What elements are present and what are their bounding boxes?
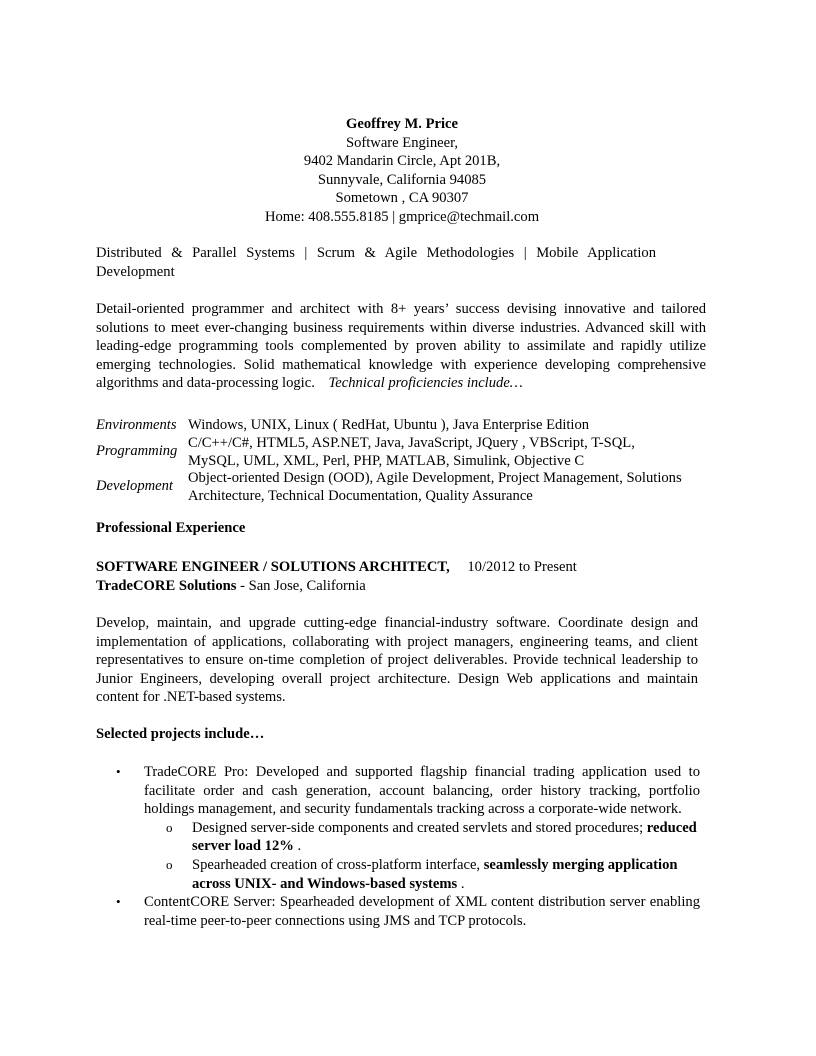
skills-table — [96, 416, 696, 504]
summary-lead-in: Technical proficiencies include… — [328, 375, 523, 392]
bullet-icon: • — [116, 894, 121, 910]
project-item — [96, 893, 700, 930]
summary-paragraph — [96, 300, 706, 393]
circle-bullet-icon: o — [166, 819, 173, 835]
subitem-tail: . — [293, 838, 302, 855]
subitem-highlight: seamlessly merging application across UNIX- and Windows-based systems — [192, 856, 678, 892]
subitem-text: Spearheaded creation of cross-platform interface, — [192, 856, 484, 873]
project-subitem — [144, 856, 700, 893]
summary-text: Detail-oriented programmer and architect with 8+ years’ success devising innovative and tailored solutions to meet ever-changing business requirements within diverse industries. Advanced skill with leading-edge programming tools complemented by proven ability to assimilate and rapidly utilize emerging technologies. Solid mathematical knowledge with experience developing comprehensive algorithms and data-processing logic. — [96, 301, 706, 392]
job-title: SOFTWARE ENGINEER / SOLUTIONS ARCHITECT, — [96, 559, 450, 575]
skill-value: Windows, UNIX, Linux ( RedHat, Ubuntu ), Java Enterprise Edition — [188, 417, 590, 433]
subitem-text: Designed server-side components and created servlets and stored procedures; — [192, 819, 647, 836]
company-location: - San Jose, California — [240, 578, 366, 594]
project-text: TradeCORE Pro: Developed and supported flagship financial trading application used to facilitate order and cash generation, account balancing, order history tracking, portfolio holdings management, and security fundamentals tracking across a corporate-wide network. — [144, 764, 700, 818]
projects-list — [96, 763, 700, 930]
skill-row-environments — [96, 416, 696, 434]
projects-title: Selected projects include… — [96, 726, 265, 742]
project-item — [96, 763, 700, 893]
skill-row-programming — [96, 434, 696, 469]
bullet-icon: • — [116, 764, 121, 779]
keywords-line: Distributed & Parallel Systems | Scrum & Agile Methodologies | Mobile Application Development — [96, 245, 656, 280]
company-name: TradeCORE Solutions — [96, 578, 237, 594]
section-title-experience: Professional Experience — [96, 520, 246, 536]
job-header — [96, 558, 577, 596]
subitem-highlight: reduced server load 12% — [192, 819, 697, 855]
project-text: ContentCORE Server: Spearheaded development of XML content distribution server enabling real-time peer-to-peer connections using JMS and TCP protocols. — [144, 894, 700, 929]
address-line-3: Sometown , CA 90307 — [335, 190, 469, 206]
contact-header — [96, 115, 708, 226]
contact-line: Home: 408.555.8185 | gmprice@techmail.com — [264, 208, 540, 225]
project-subitem — [144, 819, 700, 856]
subitem-tail: . — [457, 875, 465, 892]
skill-value: Object-oriented Design (OOD), Agile Development, Project Management, Solutions Architecture, Technical Documentation, Quality Assurance — [188, 470, 682, 504]
skill-label: Development — [96, 478, 173, 494]
job-dates: 10/2012 to Present — [467, 559, 577, 575]
address-line-1: 9402 Mandarin Circle, Apt 201B, — [303, 153, 501, 169]
job-description: Develop, maintain, and upgrade cutting-edge financial-industry software. Coordinate design and implementation of applications, collaborating with project managers, engineering teams, and client representatives to ensure on-time completion of project deliverables. Provide technical leadership to Junior Engineers, developing overall project architecture. Design Web applications and maintain content for .NET-based systems. — [96, 615, 698, 706]
skill-label: Programming — [96, 443, 178, 459]
address-line-2: Sunnyvale, California 94085 — [317, 171, 487, 188]
skill-label: Environments — [96, 416, 177, 433]
skill-value: C/C++/C#, HTML5, ASP.NET, Java, JavaScript, JQuery , VBScript, T-SQL, MySQL, UML, XML, Perl, PHP, MATLAB, Simulink, Objective C — [188, 435, 635, 469]
candidate-title: Software Engineer, — [345, 134, 459, 151]
candidate-name: Geoffrey M. Price — [346, 116, 458, 132]
skill-row-development — [96, 469, 696, 504]
circle-bullet-icon: o — [166, 856, 173, 872]
